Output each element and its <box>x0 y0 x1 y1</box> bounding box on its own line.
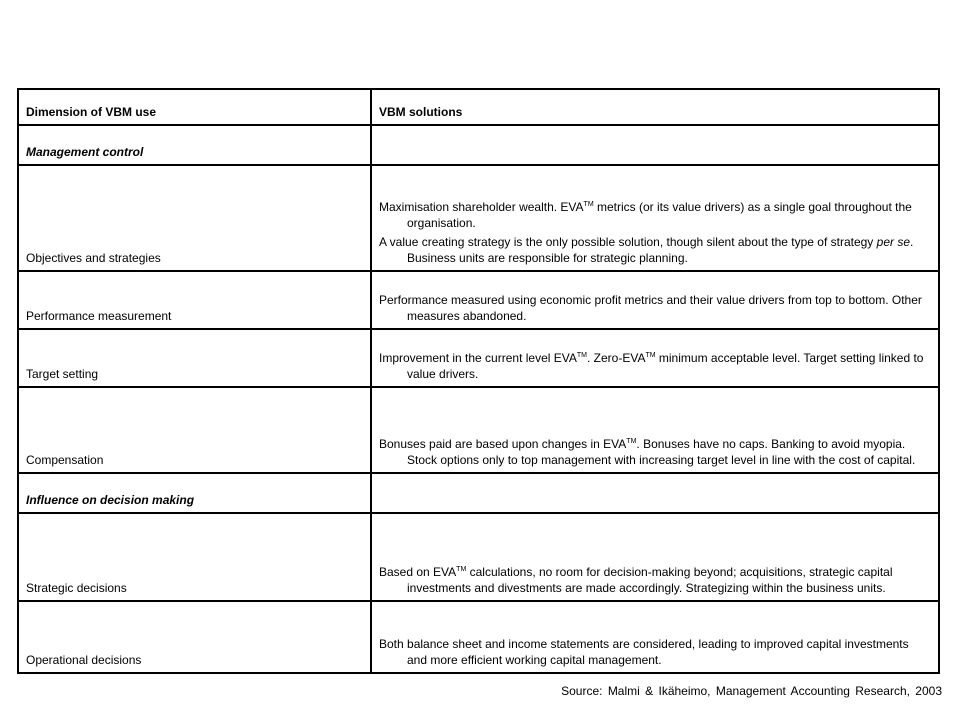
header-row <box>18 89 939 125</box>
empty-cell <box>371 125 939 165</box>
dimension-objectives: Objectives and strategies <box>18 165 371 271</box>
table-row <box>18 165 939 271</box>
section-row-management-control <box>18 125 939 165</box>
objectives-para-1: Maximisation shareholder wealth. EVA™ metrics (or its value drivers) as a single goal throughout the organisation. <box>379 200 912 230</box>
table-row <box>18 271 939 329</box>
table-row <box>18 387 939 473</box>
header-solutions: VBM solutions <box>371 89 939 125</box>
vbm-table <box>17 88 940 674</box>
dimension-performance: Performance measurement <box>18 271 371 329</box>
source-citation: Source: Malmi & Ikäheimo, Management Accounting Research, 2003 <box>561 684 942 698</box>
solution-compensation: Bonuses paid are based upon changes in EVA™. Bonuses have no caps. Banking to avoid myopia. Stock options only to top management with increasing target level in line with the cost of capital. <box>371 387 939 473</box>
dimension-operational: Operational decisions <box>18 601 371 673</box>
objectives-para-2: A value creating strategy is the only possible solution, though silent about the type of strategy per se. Business units are responsible for strategic planning. <box>379 235 914 265</box>
solution-operational: Both balance sheet and income statements are considered, leading to improved capital investments and more efficient working capital management. <box>371 601 939 673</box>
table-row <box>18 513 939 601</box>
header-dimension: Dimension of VBM use <box>18 89 371 125</box>
solution-objectives <box>371 165 939 271</box>
section-management-control: Management control <box>18 125 371 165</box>
empty-cell <box>371 473 939 513</box>
section-row-decision-making <box>18 473 939 513</box>
solution-target: Improvement in the current level EVA™. Zero-EVA™ minimum acceptable level. Target setting linked to value drivers. <box>371 329 939 387</box>
dimension-target: Target setting <box>18 329 371 387</box>
solution-strategic: Based on EVA™ calculations, no room for decision-making beyond; acquisitions, strategic capital investments and divestments are made accordingly. Strategizing within the business units. <box>371 513 939 601</box>
dimension-strategic: Strategic decisions <box>18 513 371 601</box>
dimension-compensation: Compensation <box>18 387 371 473</box>
table-row <box>18 601 939 673</box>
table-row <box>18 329 939 387</box>
solution-performance: Performance measured using economic profit metrics and their value drivers from top to bottom. Other measures abandoned. <box>371 271 939 329</box>
section-decision-making: Influence on decision making <box>18 473 371 513</box>
